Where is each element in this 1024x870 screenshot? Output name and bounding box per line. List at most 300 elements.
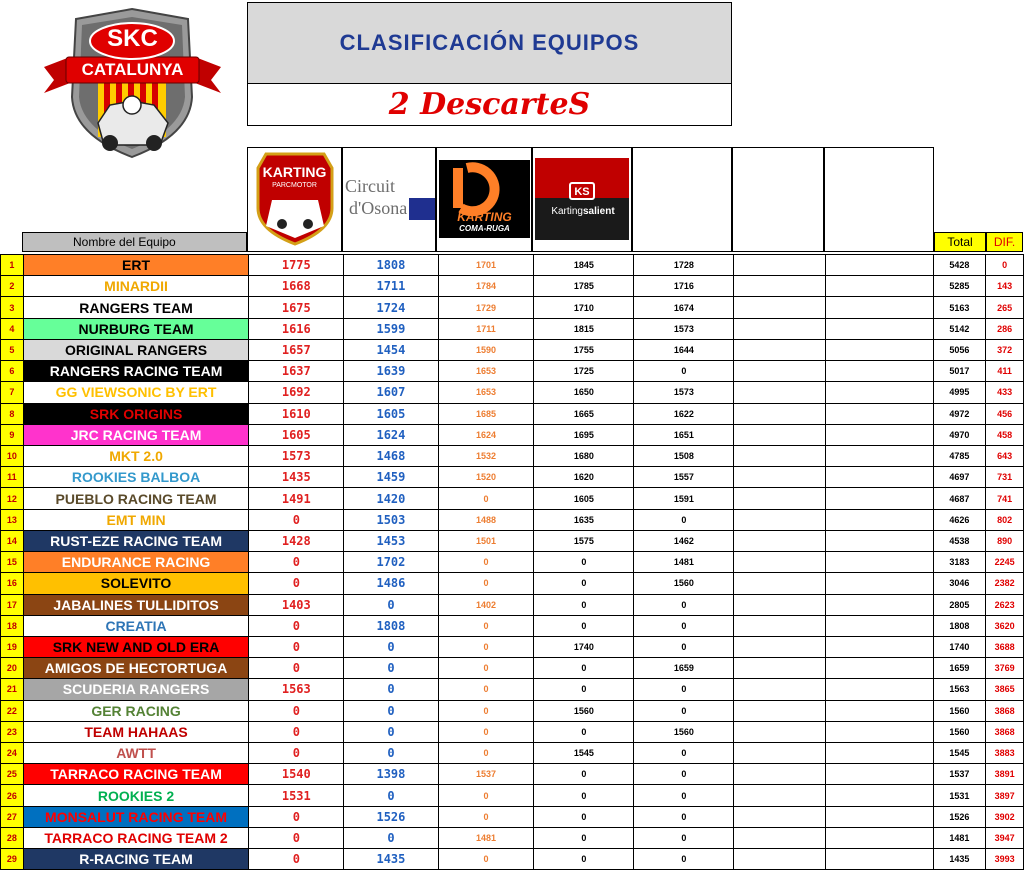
circuit-5-points: 0 [634, 509, 734, 530]
circuit-3-points: 0 [438, 488, 534, 509]
position-cell: 15 [1, 552, 24, 573]
circuit-4-points: 1605 [534, 488, 634, 509]
gap-points: 3868 [986, 721, 1024, 742]
gap-points: 3897 [986, 785, 1024, 806]
team-name-cell: TEAM HAHAAS [23, 721, 248, 742]
circuit-6-points [734, 361, 826, 382]
circuit-6-points [734, 445, 826, 466]
circuit-3-points: 1784 [438, 276, 534, 297]
circuit-1-points: 1531 [249, 785, 344, 806]
circuit-3-points: 1624 [438, 424, 534, 445]
gap-points: 3620 [986, 615, 1024, 636]
circuit-7-points [826, 552, 934, 573]
gap-points: 458 [986, 424, 1024, 445]
circuit-2-points: 1808 [344, 615, 438, 636]
gap-points: 0 [986, 255, 1024, 276]
circuit-2-points: 1435 [344, 849, 438, 870]
table-row [1, 488, 1024, 509]
circuit-5-points: 1591 [634, 488, 734, 509]
circuit-5-points: 0 [634, 764, 734, 785]
circuit-6-points [734, 594, 826, 615]
circuit-7-points [826, 318, 934, 339]
gap-points: 3902 [986, 806, 1024, 827]
position-cell: 1 [1, 255, 24, 276]
total-points: 2805 [933, 594, 986, 615]
circuit-5-points: 1560 [634, 573, 734, 594]
position-cell: 24 [1, 743, 24, 764]
circuit-2-points: 0 [344, 743, 438, 764]
total-points: 1481 [933, 827, 986, 848]
circuit-5-points: 1622 [634, 403, 734, 424]
circuit-5-points: 1557 [634, 467, 734, 488]
circuit-2-points: 0 [344, 721, 438, 742]
circuit-1-points: 1491 [249, 488, 344, 509]
circuit-6-points [734, 849, 826, 870]
circuit-6-points [734, 382, 826, 403]
gap-points: 2245 [986, 552, 1024, 573]
circuit-6-points [734, 721, 826, 742]
circuit-4-points: 0 [534, 721, 634, 742]
table-row [1, 594, 1024, 615]
circuit-1-points: 1435 [249, 467, 344, 488]
circuit-5-points: 1462 [634, 530, 734, 551]
circuit-5-points: 0 [634, 594, 734, 615]
position-cell: 8 [1, 403, 24, 424]
total-points: 1560 [933, 721, 986, 742]
circuit-3-points: 0 [438, 785, 534, 806]
gap-points: 731 [986, 467, 1024, 488]
position-cell: 14 [1, 530, 24, 551]
total-points: 3046 [933, 573, 986, 594]
table-row [1, 679, 1024, 700]
circuit-2-name: Circuit [345, 176, 395, 196]
total-points: 1659 [933, 658, 986, 679]
table-row [1, 339, 1024, 360]
circuit-2-points: 0 [344, 636, 438, 657]
gap-points: 643 [986, 445, 1024, 466]
team-name-cell: EMT MIN [23, 509, 248, 530]
position-cell: 6 [1, 361, 24, 382]
circuit-6-points [734, 785, 826, 806]
circuit-4-points: 1635 [534, 509, 634, 530]
circuit-3-points: 1501 [438, 530, 534, 551]
table-row [1, 445, 1024, 466]
circuit-3-sub: COMA-RUGA [459, 224, 510, 233]
page-subtitle: 2 DescarteS [247, 84, 732, 126]
circuit-3-points: 0 [438, 658, 534, 679]
circuit-5-points: 1716 [634, 276, 734, 297]
table-row [1, 318, 1024, 339]
team-name-cell: NURBURG TEAM [23, 318, 248, 339]
table-row [1, 361, 1024, 382]
team-name-cell: SOLEVITO [23, 573, 248, 594]
circuit-3-points: 0 [438, 743, 534, 764]
circuit-2-points: 1468 [344, 445, 438, 466]
circuit-5-points: 0 [634, 806, 734, 827]
circuit-3-points: 1729 [438, 297, 534, 318]
table-row [1, 255, 1024, 276]
total-points: 5142 [933, 318, 986, 339]
circuit-7-points [826, 743, 934, 764]
circuit-4-points: 1725 [534, 361, 634, 382]
circuit-1-points: 1637 [249, 361, 344, 382]
circuit-5-points: 0 [634, 361, 734, 382]
circuit-7-points [826, 297, 934, 318]
circuit-4-points: 0 [534, 849, 634, 870]
team-name-cell: CREATIA [23, 615, 248, 636]
team-name-cell: RANGERS RACING TEAM [23, 361, 248, 382]
circuit-2-points: 0 [344, 827, 438, 848]
gap-points: 143 [986, 276, 1024, 297]
circuit-1-sub: PARCMOTOR [272, 182, 317, 189]
circuit-2-points: 0 [344, 785, 438, 806]
circuit-6-points [734, 573, 826, 594]
table-row [1, 721, 1024, 742]
circuit-2-points: 1724 [344, 297, 438, 318]
table-row [1, 806, 1024, 827]
circuit-5-points: 1644 [634, 339, 734, 360]
circuit-3-points: 0 [438, 573, 534, 594]
circuit-1-points: 0 [249, 636, 344, 657]
circuit-2-points: 1624 [344, 424, 438, 445]
circuit-3-points: 1711 [438, 318, 534, 339]
team-name-cell: SCUDERIA RANGERS [23, 679, 248, 700]
gap-points: 411 [986, 361, 1024, 382]
total-points: 4697 [933, 467, 986, 488]
table-row [1, 827, 1024, 848]
circuit-6-points [734, 276, 826, 297]
circuit-5-points: 1573 [634, 318, 734, 339]
position-cell: 20 [1, 658, 24, 679]
circuit-6-points [734, 615, 826, 636]
circuit-logo-cell-5 [632, 147, 732, 252]
circuit-6-points [734, 530, 826, 551]
team-name-cell: GER RACING [23, 700, 248, 721]
team-name-cell: TARRACO RACING TEAM [23, 764, 248, 785]
circuit-3-points: 0 [438, 700, 534, 721]
total-header: Total [934, 232, 986, 252]
circuit-7-points [826, 382, 934, 403]
total-points: 5428 [933, 255, 986, 276]
circuit-2-points: 1453 [344, 530, 438, 551]
circuit-5-points: 0 [634, 700, 734, 721]
circuit-4-points: 1650 [534, 382, 634, 403]
circuit-6-points [734, 424, 826, 445]
total-points: 1531 [933, 785, 986, 806]
circuit-5-points: 1651 [634, 424, 734, 445]
table-row [1, 424, 1024, 445]
circuit-5-points: 0 [634, 636, 734, 657]
circuit-5-points: 0 [634, 827, 734, 848]
circuit-4-points: 0 [534, 785, 634, 806]
circuit-3-name: KARTING [457, 210, 512, 224]
circuit-logo-cell-7 [824, 147, 934, 252]
circuit-2-points: 1486 [344, 573, 438, 594]
gap-points: 265 [986, 297, 1024, 318]
circuit-3-points: 1532 [438, 445, 534, 466]
circuit-1-points: 1605 [249, 424, 344, 445]
circuit-2-points: 1503 [344, 509, 438, 530]
circuit-7-points [826, 636, 934, 657]
gap-points: 3865 [986, 679, 1024, 700]
circuit-4-points: 0 [534, 594, 634, 615]
total-points: 1560 [933, 700, 986, 721]
circuit-1-points: 1692 [249, 382, 344, 403]
circuit-1-points: 0 [249, 615, 344, 636]
circuit-2-points: 1526 [344, 806, 438, 827]
position-cell: 7 [1, 382, 24, 403]
circuit-7-points [826, 594, 934, 615]
gap-points: 2382 [986, 573, 1024, 594]
circuit-3-points: 0 [438, 721, 534, 742]
position-cell: 2 [1, 276, 24, 297]
position-cell: 17 [1, 594, 24, 615]
position-cell: 18 [1, 615, 24, 636]
circuit-4-points: 1710 [534, 297, 634, 318]
circuit-2-points: 0 [344, 594, 438, 615]
circuit-2-points: 1459 [344, 467, 438, 488]
table-row [1, 615, 1024, 636]
circuit-3-points: 1653 [438, 382, 534, 403]
circuit-2-points: 0 [344, 679, 438, 700]
table-row [1, 552, 1024, 573]
circuit-6-points [734, 339, 826, 360]
gap-points: 3688 [986, 636, 1024, 657]
position-cell: 22 [1, 700, 24, 721]
circuit-1-points: 0 [249, 573, 344, 594]
team-name-cell: SRK NEW AND OLD ERA [23, 636, 248, 657]
position-cell: 28 [1, 827, 24, 848]
team-name-cell: AMIGOS DE HECTORTUGA [23, 658, 248, 679]
circuit-3-points: 1653 [438, 361, 534, 382]
team-name-cell: MINARDII [23, 276, 248, 297]
circuit-2-sub: d'Osona [349, 198, 408, 218]
circuit-4-points: 1665 [534, 403, 634, 424]
circuit-7-points [826, 764, 934, 785]
circuit-2-points: 1607 [344, 382, 438, 403]
table-row [1, 530, 1024, 551]
circuit-4-sub: salient [583, 206, 615, 217]
total-points: 5017 [933, 361, 986, 382]
circuit-4-points: 0 [534, 615, 634, 636]
circuit-3-points: 1537 [438, 764, 534, 785]
gap-points: 890 [986, 530, 1024, 551]
circuit-1-points: 1657 [249, 339, 344, 360]
total-points: 4995 [933, 382, 986, 403]
circuit-7-points [826, 445, 934, 466]
circuit-3-points: 1520 [438, 467, 534, 488]
table-row [1, 573, 1024, 594]
circuit-1-points: 0 [249, 658, 344, 679]
circuit-1-points: 0 [249, 743, 344, 764]
circuit-4-points: 1680 [534, 445, 634, 466]
circuit-4-points: 0 [534, 806, 634, 827]
total-points: 4687 [933, 488, 986, 509]
circuit-5-points: 0 [634, 615, 734, 636]
table-row [1, 382, 1024, 403]
circuit-logo-cell-4 [532, 147, 632, 252]
circuit-4-points: 0 [534, 679, 634, 700]
circuit-2-points: 1398 [344, 764, 438, 785]
position-cell: 25 [1, 764, 24, 785]
total-points: 5163 [933, 297, 986, 318]
circuit-6-points [734, 764, 826, 785]
circuit-5-points: 0 [634, 743, 734, 764]
total-points: 1435 [933, 849, 986, 870]
circuit-3-points: 0 [438, 636, 534, 657]
circuit-1-points: 1668 [249, 276, 344, 297]
team-name-cell: AWTT [23, 743, 248, 764]
gap-points: 372 [986, 339, 1024, 360]
circuit-4-points: 0 [534, 552, 634, 573]
circuit-6-points [734, 827, 826, 848]
circuit-6-points [734, 297, 826, 318]
circuit-1-points: 1428 [249, 530, 344, 551]
team-name-cell: GG VIEWSONIC BY ERT [23, 382, 248, 403]
circuit-3-points: 0 [438, 552, 534, 573]
circuit-1-name: KARTING [262, 164, 327, 180]
circuit-4-points: 1575 [534, 530, 634, 551]
circuit-7-points [826, 849, 934, 870]
circuit-7-points [826, 827, 934, 848]
circuit-5-points: 1674 [634, 297, 734, 318]
circuit-5-points: 1508 [634, 445, 734, 466]
position-cell: 27 [1, 806, 24, 827]
circuit-6-points [734, 806, 826, 827]
circuit-6-points [734, 636, 826, 657]
circuit-4-points: 1845 [534, 255, 634, 276]
circuit-2-points: 1808 [344, 255, 438, 276]
circuit-1-points: 0 [249, 700, 344, 721]
circuit-6-points [734, 743, 826, 764]
circuit-2-points: 1420 [344, 488, 438, 509]
circuit-1-points: 1403 [249, 594, 344, 615]
total-points: 3183 [933, 552, 986, 573]
circuit-1-points: 1775 [249, 255, 344, 276]
table-row [1, 764, 1024, 785]
logo-ribbon-text: CATALUNYA [81, 60, 184, 79]
circuit-1-points: 1573 [249, 445, 344, 466]
circuit-4-points: 1740 [534, 636, 634, 657]
total-points: 4538 [933, 530, 986, 551]
logo-main-text: SKC [107, 25, 158, 52]
team-name-cell: ROOKIES BALBOA [23, 467, 248, 488]
page-title: CLASIFICACIÓN EQUIPOS [247, 2, 732, 84]
team-name-cell: MONSALUT RACING TEAM [23, 806, 248, 827]
total-points: 1526 [933, 806, 986, 827]
circuit-7-points [826, 255, 934, 276]
circuit-4-points: 1755 [534, 339, 634, 360]
circuit-1-points: 0 [249, 806, 344, 827]
standings-table [0, 254, 1024, 870]
circuit-4-points: 1620 [534, 467, 634, 488]
circuit-4-points: 0 [534, 573, 634, 594]
total-points: 1537 [933, 764, 986, 785]
circuit-2-points: 0 [344, 658, 438, 679]
circuit-1-points: 1616 [249, 318, 344, 339]
circuit-6-points [734, 700, 826, 721]
total-points: 4972 [933, 403, 986, 424]
circuit-4-points: 0 [534, 827, 634, 848]
position-cell: 10 [1, 445, 24, 466]
circuit-2-points: 1639 [344, 361, 438, 382]
circuit-6-points [734, 318, 826, 339]
circuit-7-points [826, 488, 934, 509]
position-cell: 19 [1, 636, 24, 657]
circuit-2-points: 1702 [344, 552, 438, 573]
gap-points: 3947 [986, 827, 1024, 848]
circuit-1-points: 0 [249, 721, 344, 742]
position-cell: 11 [1, 467, 24, 488]
circuit-5-points: 1728 [634, 255, 734, 276]
table-row [1, 785, 1024, 806]
circuit-6-points [734, 467, 826, 488]
team-name-cell: R-RACING TEAM [23, 849, 248, 870]
table-row [1, 743, 1024, 764]
gap-points: 3769 [986, 658, 1024, 679]
total-points: 4785 [933, 445, 986, 466]
circuit-4-icon: KS [569, 182, 595, 200]
circuit-2-points: 1605 [344, 403, 438, 424]
circuit-5-points: 0 [634, 785, 734, 806]
circuit-logo-cell-6 [732, 147, 824, 252]
team-name-cell: JRC RACING TEAM [23, 424, 248, 445]
circuit-5-points: 0 [634, 679, 734, 700]
circuit-4-points: 1695 [534, 424, 634, 445]
gap-points: 3891 [986, 764, 1024, 785]
circuit-1-points: 1675 [249, 297, 344, 318]
total-points: 4970 [933, 424, 986, 445]
circuit-4-points: 1785 [534, 276, 634, 297]
circuit-7-points [826, 700, 934, 721]
circuit-3-points: 1481 [438, 827, 534, 848]
circuit-7-points [826, 509, 934, 530]
circuit-7-points [826, 721, 934, 742]
position-cell: 23 [1, 721, 24, 742]
position-cell: 16 [1, 573, 24, 594]
circuit-7-points [826, 530, 934, 551]
total-points: 5285 [933, 276, 986, 297]
team-name-cell: JABALINES TULLIDITOS [23, 594, 248, 615]
circuit-1-points: 0 [249, 509, 344, 530]
standings-body [1, 255, 1024, 870]
circuit-1-points: 1610 [249, 403, 344, 424]
circuit-6-points [734, 658, 826, 679]
circuit-logo-cell-3 [436, 147, 532, 252]
circuit-6-points [734, 255, 826, 276]
table-row [1, 849, 1024, 870]
gap-points: 2623 [986, 594, 1024, 615]
circuit-1-points: 0 [249, 552, 344, 573]
table-row [1, 467, 1024, 488]
table-row [1, 700, 1024, 721]
gap-points: 433 [986, 382, 1024, 403]
circuit-3-points: 0 [438, 849, 534, 870]
dif-header: DIF. [986, 232, 1023, 252]
circuit-4-name: Karting [551, 206, 583, 217]
total-points: 1808 [933, 615, 986, 636]
circuit-1-points: 1540 [249, 764, 344, 785]
position-cell: 4 [1, 318, 24, 339]
total-points: 1740 [933, 636, 986, 657]
table-row [1, 403, 1024, 424]
position-cell: 21 [1, 679, 24, 700]
circuit-5-points: 1573 [634, 382, 734, 403]
circuit-3-points: 1685 [438, 403, 534, 424]
position-cell: 12 [1, 488, 24, 509]
circuit-6-points [734, 552, 826, 573]
position-cell: 3 [1, 297, 24, 318]
